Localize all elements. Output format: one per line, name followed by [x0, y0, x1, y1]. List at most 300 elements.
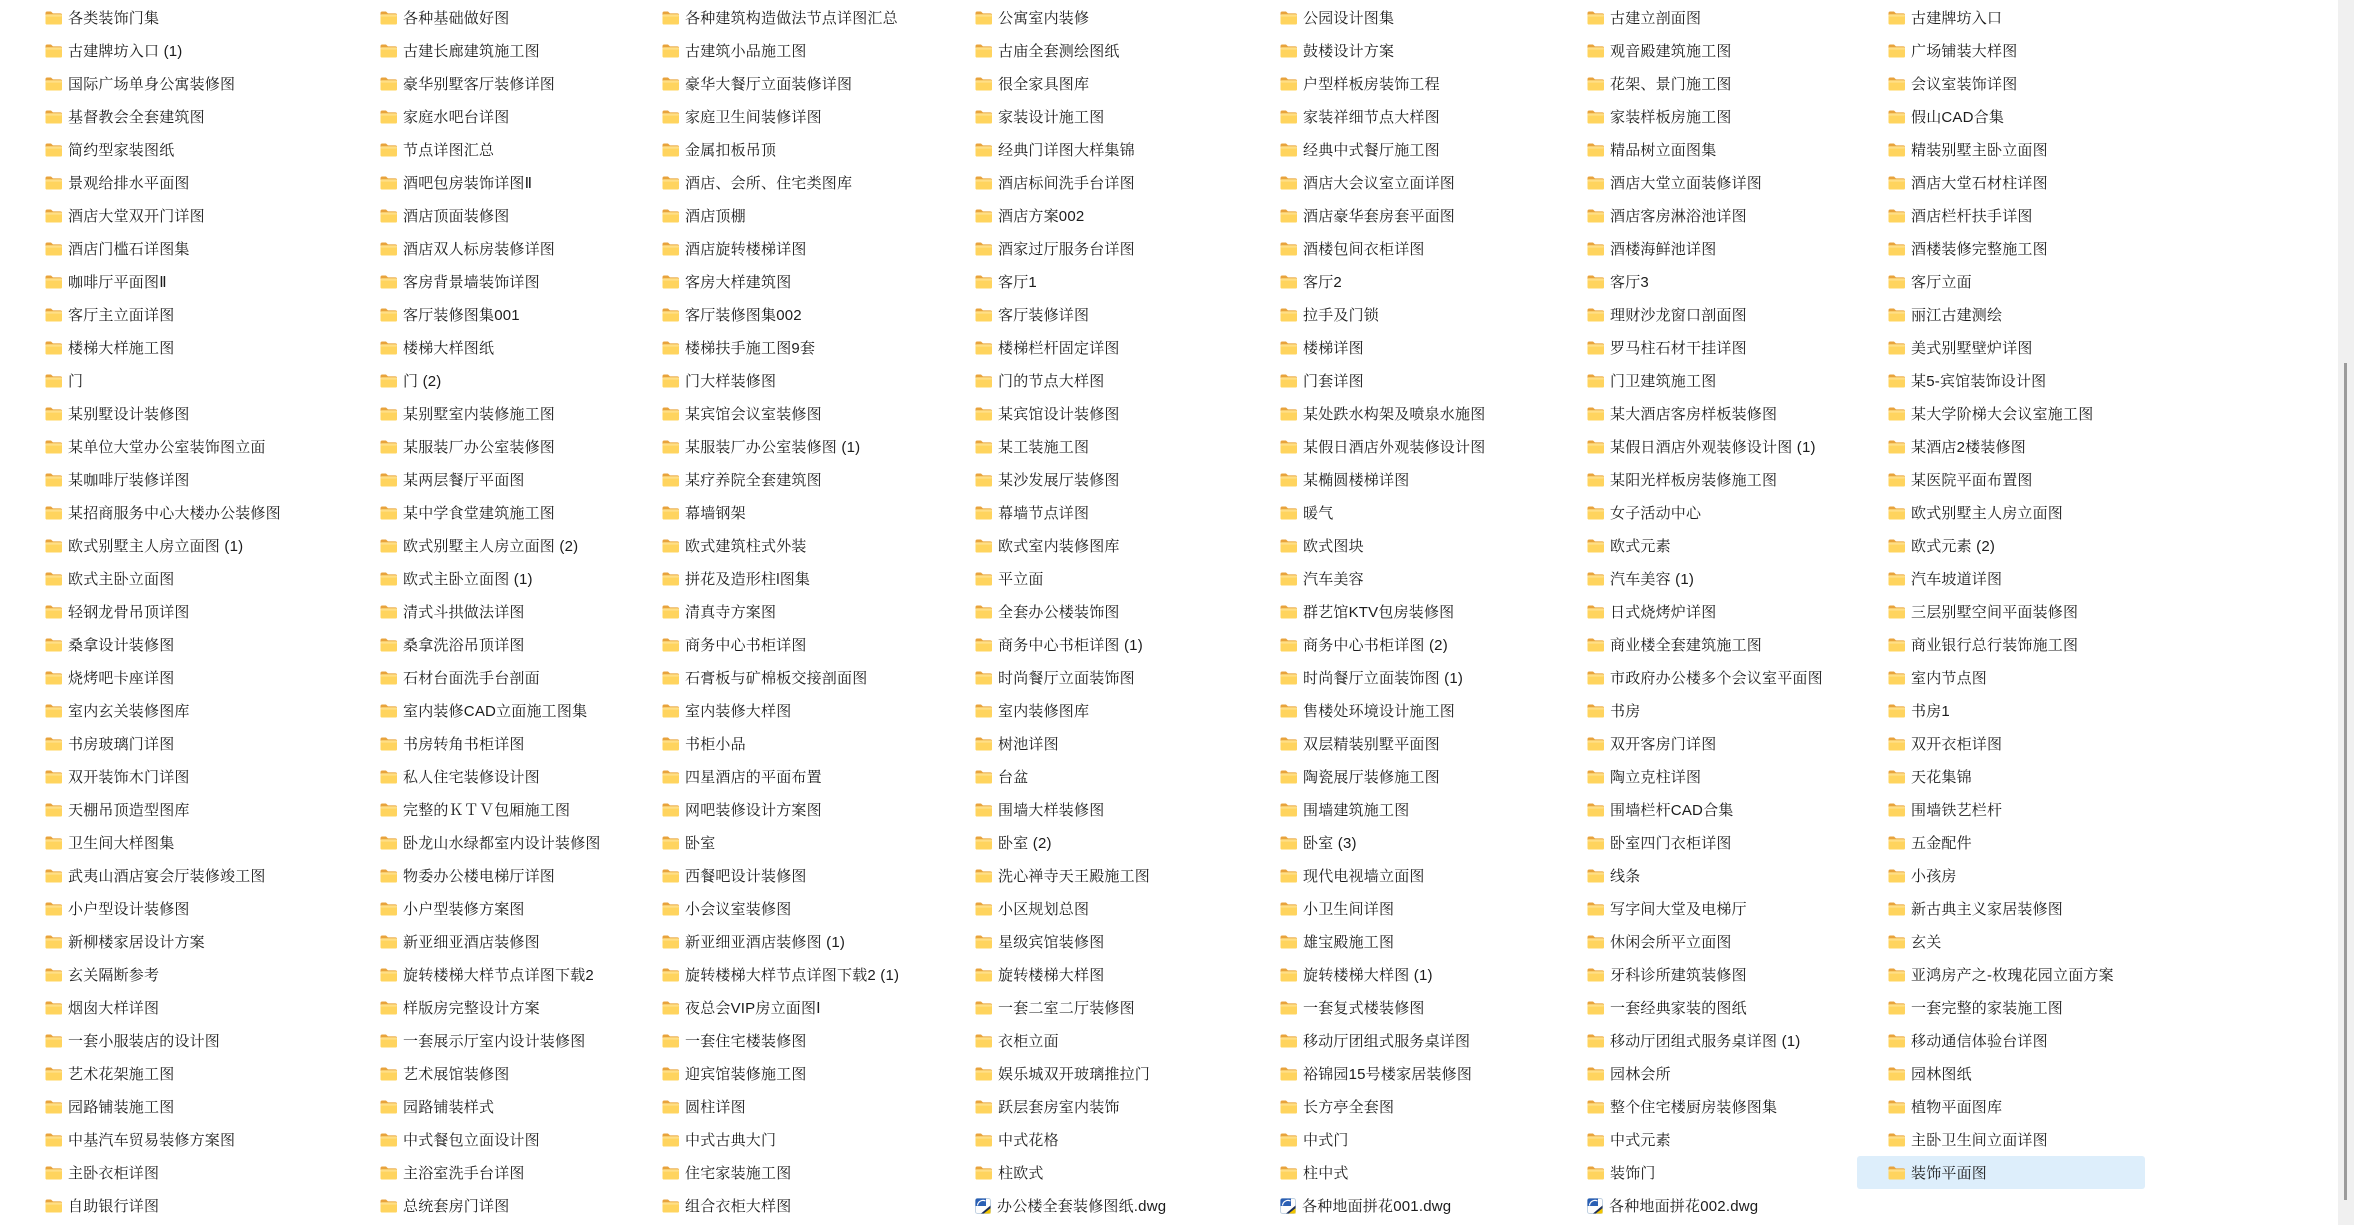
file-item-label: 广场铺装大样图 — [1911, 43, 2018, 60]
file-item[interactable] — [380, 892, 601, 925]
file-item[interactable] — [45, 199, 281, 232]
file-item[interactable] — [380, 1057, 601, 1090]
file-item[interactable] — [1280, 133, 1485, 166]
file-item[interactable] — [1587, 595, 1823, 628]
file-item[interactable] — [380, 859, 601, 892]
file-item-label: 书房1 — [1911, 703, 1950, 720]
file-item[interactable] — [1888, 859, 2145, 892]
file-item-label: 树池详图 — [998, 736, 1059, 753]
file-item[interactable] — [662, 430, 899, 463]
file-item[interactable] — [975, 958, 1166, 991]
file-item[interactable] — [1587, 1090, 1823, 1123]
file-item[interactable] — [975, 661, 1166, 694]
file-item[interactable] — [380, 496, 601, 529]
file-item[interactable] — [1587, 826, 1823, 859]
file-item[interactable] — [380, 595, 601, 628]
file-item[interactable] — [1587, 793, 1823, 826]
file-item[interactable] — [380, 1189, 601, 1222]
file-item[interactable] — [662, 991, 899, 1024]
file-item[interactable] — [1888, 100, 2145, 133]
file-item[interactable] — [1280, 925, 1485, 958]
file-item[interactable] — [975, 1024, 1166, 1057]
file-item[interactable] — [975, 1, 1166, 34]
file-item[interactable] — [45, 397, 281, 430]
file-item[interactable] — [45, 661, 281, 694]
file-item[interactable] — [380, 133, 601, 166]
file-item[interactable] — [1587, 232, 1823, 265]
file-item[interactable] — [45, 793, 281, 826]
file-item[interactable] — [1888, 529, 2145, 562]
file-item[interactable] — [975, 265, 1166, 298]
file-item[interactable] — [1888, 1123, 2145, 1156]
file-item[interactable] — [975, 331, 1166, 364]
file-item[interactable] — [380, 430, 601, 463]
file-item[interactable] — [1587, 1057, 1823, 1090]
file-item[interactable] — [975, 628, 1166, 661]
file-item[interactable] — [45, 1090, 281, 1123]
file-item[interactable] — [662, 958, 899, 991]
file-item[interactable] — [975, 100, 1166, 133]
file-item[interactable] — [662, 331, 899, 364]
file-item[interactable] — [1587, 100, 1823, 133]
file-item[interactable] — [975, 1090, 1166, 1123]
file-item[interactable] — [662, 859, 899, 892]
file-item[interactable] — [662, 661, 899, 694]
file-item[interactable] — [1888, 364, 2145, 397]
file-item[interactable] — [45, 562, 281, 595]
file-item[interactable] — [1857, 1156, 2145, 1189]
file-item[interactable] — [662, 364, 899, 397]
file-item[interactable] — [380, 298, 601, 331]
file-item[interactable] — [975, 859, 1166, 892]
file-item[interactable] — [662, 562, 899, 595]
file-item[interactable] — [1587, 1156, 1823, 1189]
file-item[interactable] — [1587, 760, 1823, 793]
folder-icon — [1888, 737, 1905, 751]
file-item[interactable] — [662, 529, 899, 562]
file-item[interactable] — [380, 958, 601, 991]
file-item[interactable] — [662, 760, 899, 793]
file-item[interactable] — [662, 265, 899, 298]
file-item[interactable] — [975, 595, 1166, 628]
file-item[interactable] — [1280, 430, 1485, 463]
file-item[interactable] — [380, 628, 601, 661]
file-item[interactable] — [380, 1024, 601, 1057]
file-item[interactable] — [975, 1189, 1166, 1222]
folder-icon — [662, 143, 679, 157]
file-item[interactable] — [1888, 463, 2145, 496]
file-item[interactable] — [1587, 562, 1823, 595]
file-item[interactable] — [662, 199, 899, 232]
file-item[interactable] — [1280, 793, 1485, 826]
file-item[interactable] — [380, 760, 601, 793]
file-item[interactable] — [380, 1123, 601, 1156]
file-item[interactable] — [662, 925, 899, 958]
file-item[interactable] — [1587, 133, 1823, 166]
file-item-label: 雄宝殿施工图 — [1303, 934, 1395, 951]
file-item[interactable] — [1280, 199, 1485, 232]
file-item[interactable] — [45, 100, 281, 133]
file-item[interactable] — [380, 34, 601, 67]
file-item[interactable] — [975, 298, 1166, 331]
file-item[interactable] — [1280, 100, 1485, 133]
file-item[interactable] — [1280, 265, 1485, 298]
file-item-label: 小会议室装修图 — [685, 901, 792, 918]
file-item[interactable] — [380, 529, 601, 562]
file-item[interactable] — [45, 430, 281, 463]
file-item[interactable] — [45, 265, 281, 298]
file-item[interactable] — [662, 496, 899, 529]
file-item[interactable] — [1888, 1057, 2145, 1090]
file-item[interactable] — [662, 232, 899, 265]
file-item[interactable] — [1280, 463, 1485, 496]
file-item[interactable] — [1280, 859, 1485, 892]
file-item[interactable] — [975, 232, 1166, 265]
file-item-label: 某中学食堂建筑施工图 — [403, 505, 556, 522]
file-item[interactable] — [1280, 496, 1485, 529]
folder-icon — [1587, 638, 1604, 652]
file-item[interactable] — [1587, 1189, 1823, 1222]
file-item[interactable] — [1587, 397, 1823, 430]
file-item[interactable] — [45, 463, 281, 496]
file-item[interactable] — [1888, 430, 2145, 463]
file-item[interactable] — [1280, 67, 1485, 100]
file-item[interactable] — [662, 397, 899, 430]
file-item[interactable] — [380, 661, 601, 694]
file-item-label: 某阳光样板房装修施工图 — [1610, 472, 1778, 489]
file-item[interactable] — [662, 34, 899, 67]
file-item[interactable] — [1280, 1123, 1485, 1156]
file-item[interactable] — [45, 1, 281, 34]
file-item[interactable] — [1587, 925, 1823, 958]
file-item[interactable] — [1280, 331, 1485, 364]
file-item[interactable] — [975, 364, 1166, 397]
folder-icon — [45, 473, 62, 487]
file-item[interactable] — [45, 1123, 281, 1156]
folder-icon — [1587, 506, 1604, 520]
file-item[interactable] — [662, 1057, 899, 1090]
file-item[interactable] — [662, 1024, 899, 1057]
file-item[interactable] — [380, 826, 601, 859]
file-item[interactable] — [662, 892, 899, 925]
file-item[interactable] — [1280, 232, 1485, 265]
file-item[interactable] — [380, 463, 601, 496]
file-item[interactable] — [1280, 826, 1485, 859]
file-item[interactable] — [1280, 1, 1485, 34]
file-item[interactable] — [1587, 34, 1823, 67]
vertical-scrollbar[interactable] — [2338, 0, 2354, 1225]
file-item[interactable] — [380, 1090, 601, 1123]
file-item[interactable] — [1888, 991, 2145, 1024]
file-item[interactable] — [975, 166, 1166, 199]
file-item[interactable] — [1587, 166, 1823, 199]
file-column-2 — [380, 1, 601, 1222]
file-item[interactable] — [975, 826, 1166, 859]
folder-icon — [1888, 374, 1905, 388]
file-item[interactable] — [1280, 1024, 1485, 1057]
file-item[interactable] — [1280, 958, 1485, 991]
file-item[interactable] — [1888, 199, 2145, 232]
file-item[interactable] — [1888, 331, 2145, 364]
file-item[interactable] — [662, 166, 899, 199]
file-item[interactable] — [975, 463, 1166, 496]
file-item[interactable] — [662, 628, 899, 661]
file-item[interactable] — [1280, 1090, 1485, 1123]
folder-icon — [662, 1100, 679, 1114]
folder-icon — [45, 1199, 62, 1213]
file-item[interactable] — [380, 232, 601, 265]
folder-icon — [662, 242, 679, 256]
file-item[interactable] — [662, 1156, 899, 1189]
file-item[interactable] — [45, 925, 281, 958]
file-item[interactable] — [380, 1156, 601, 1189]
file-item[interactable] — [975, 397, 1166, 430]
folder-icon — [45, 407, 62, 421]
file-item[interactable] — [1280, 991, 1485, 1024]
file-item[interactable] — [1280, 562, 1485, 595]
file-item[interactable] — [1587, 628, 1823, 661]
file-item[interactable] — [1888, 67, 2145, 100]
file-item[interactable] — [45, 892, 281, 925]
file-item[interactable] — [1888, 925, 2145, 958]
file-item[interactable] — [45, 34, 281, 67]
file-item[interactable] — [662, 1123, 899, 1156]
file-item[interactable] — [45, 1156, 281, 1189]
file-item[interactable] — [1888, 133, 2145, 166]
file-item[interactable] — [1280, 694, 1485, 727]
file-item[interactable] — [1587, 661, 1823, 694]
file-item[interactable] — [380, 694, 601, 727]
file-item[interactable] — [662, 727, 899, 760]
file-item[interactable] — [45, 232, 281, 265]
file-item[interactable] — [1587, 1, 1823, 34]
file-item[interactable] — [975, 430, 1166, 463]
file-item[interactable] — [975, 1123, 1166, 1156]
file-item[interactable] — [380, 331, 601, 364]
file-item[interactable] — [1888, 265, 2145, 298]
file-item[interactable] — [1280, 34, 1485, 67]
folder-icon — [380, 1067, 397, 1081]
file-item[interactable] — [975, 34, 1166, 67]
file-item-label: 主卧衣柜详图 — [68, 1165, 160, 1182]
file-item[interactable] — [662, 1, 899, 34]
file-item[interactable] — [45, 331, 281, 364]
file-item[interactable] — [380, 100, 601, 133]
file-item[interactable] — [45, 826, 281, 859]
file-item[interactable] — [1587, 463, 1823, 496]
file-item[interactable] — [45, 727, 281, 760]
file-column-3 — [662, 1, 899, 1222]
file-item[interactable] — [45, 958, 281, 991]
folder-icon — [1587, 737, 1604, 751]
file-item[interactable] — [1888, 595, 2145, 628]
file-item[interactable] — [1888, 793, 2145, 826]
file-item[interactable] — [380, 199, 601, 232]
file-item[interactable] — [45, 529, 281, 562]
file-item[interactable] — [1888, 826, 2145, 859]
folder-icon — [1888, 506, 1905, 520]
file-item[interactable] — [1888, 496, 2145, 529]
file-item[interactable] — [45, 694, 281, 727]
file-item[interactable] — [662, 133, 899, 166]
file-item[interactable] — [1280, 628, 1485, 661]
file-item[interactable] — [1280, 529, 1485, 562]
file-item-label: 跃层套房室内装饰 — [998, 1099, 1120, 1116]
file-item[interactable] — [975, 529, 1166, 562]
folder-icon — [1888, 308, 1905, 322]
file-item[interactable] — [380, 1, 601, 34]
file-item[interactable] — [975, 1057, 1166, 1090]
file-item[interactable] — [1280, 892, 1485, 925]
file-item[interactable] — [662, 463, 899, 496]
file-item[interactable] — [975, 133, 1166, 166]
file-item[interactable] — [380, 364, 601, 397]
file-item[interactable] — [1587, 694, 1823, 727]
file-item[interactable] — [1587, 859, 1823, 892]
file-item[interactable] — [975, 67, 1166, 100]
file-item[interactable] — [1587, 1024, 1823, 1057]
file-item[interactable] — [45, 133, 281, 166]
file-item[interactable] — [45, 166, 281, 199]
file-item[interactable] — [45, 1189, 281, 1222]
file-item[interactable] — [1888, 298, 2145, 331]
file-item[interactable] — [380, 562, 601, 595]
file-item[interactable] — [1280, 397, 1485, 430]
file-item[interactable] — [45, 859, 281, 892]
file-item[interactable] — [1587, 529, 1823, 562]
file-item[interactable] — [1280, 760, 1485, 793]
file-item[interactable] — [1587, 331, 1823, 364]
folder-icon — [1888, 803, 1905, 817]
file-item[interactable] — [380, 727, 601, 760]
file-item[interactable] — [1888, 694, 2145, 727]
file-item[interactable] — [45, 67, 281, 100]
file-item[interactable] — [1888, 661, 2145, 694]
file-item[interactable] — [662, 595, 899, 628]
file-item[interactable] — [662, 793, 899, 826]
file-item[interactable] — [1587, 991, 1823, 1024]
file-item[interactable] — [1888, 892, 2145, 925]
file-item[interactable] — [1280, 1057, 1485, 1090]
file-item[interactable] — [1888, 958, 2145, 991]
file-item[interactable] — [1587, 496, 1823, 529]
file-item[interactable] — [380, 397, 601, 430]
file-item[interactable] — [1888, 1024, 2145, 1057]
file-item[interactable] — [1888, 166, 2145, 199]
file-item[interactable] — [662, 1090, 899, 1123]
file-item-label: 某酒店2楼装修图 — [1911, 439, 2026, 456]
file-item-label: 酒楼包间衣柜详图 — [1303, 241, 1425, 258]
file-item[interactable] — [380, 793, 601, 826]
file-item[interactable] — [662, 826, 899, 859]
file-item-label: 书房玻璃门详图 — [68, 736, 175, 753]
file-item[interactable] — [662, 100, 899, 133]
file-item[interactable] — [975, 496, 1166, 529]
file-item[interactable] — [975, 925, 1166, 958]
file-item[interactable] — [1587, 265, 1823, 298]
file-item-label: 酒店栏杆扶手详图 — [1911, 208, 2033, 225]
file-item[interactable] — [975, 1156, 1166, 1189]
file-item[interactable] — [975, 793, 1166, 826]
file-item[interactable] — [1888, 34, 2145, 67]
file-item[interactable] — [45, 595, 281, 628]
file-item[interactable] — [1587, 199, 1823, 232]
file-item[interactable] — [1587, 1123, 1823, 1156]
file-item[interactable] — [45, 496, 281, 529]
file-item[interactable] — [1587, 430, 1823, 463]
folder-icon — [45, 506, 62, 520]
file-item[interactable] — [1587, 958, 1823, 991]
folder-icon — [1280, 11, 1297, 25]
scrollbar-thumb[interactable] — [2344, 363, 2347, 1200]
file-item[interactable] — [1280, 727, 1485, 760]
file-item[interactable] — [1587, 892, 1823, 925]
file-item[interactable] — [662, 1189, 899, 1222]
file-item[interactable] — [1280, 595, 1485, 628]
file-item[interactable] — [45, 364, 281, 397]
file-item[interactable] — [1888, 760, 2145, 793]
file-item-label: 客厅1 — [998, 274, 1037, 291]
file-item[interactable] — [975, 199, 1166, 232]
file-item[interactable] — [1280, 298, 1485, 331]
file-item[interactable] — [380, 166, 601, 199]
file-item[interactable] — [1888, 1, 2145, 34]
file-item-label: 楼梯详图 — [1303, 340, 1364, 357]
file-item[interactable] — [662, 67, 899, 100]
file-item[interactable] — [1587, 727, 1823, 760]
file-item[interactable] — [1587, 67, 1823, 100]
file-item[interactable] — [975, 727, 1166, 760]
file-item-label: 酒店旋转楼梯详图 — [685, 241, 807, 258]
file-item[interactable] — [975, 892, 1166, 925]
file-item[interactable] — [45, 760, 281, 793]
file-item[interactable] — [662, 694, 899, 727]
file-item-label: 国际广场单身公寓装修图 — [68, 76, 236, 93]
file-item[interactable] — [1280, 364, 1485, 397]
file-item[interactable] — [45, 298, 281, 331]
file-item[interactable] — [975, 562, 1166, 595]
folder-icon — [1888, 77, 1905, 91]
file-item[interactable] — [380, 67, 601, 100]
file-item[interactable] — [662, 298, 899, 331]
file-item[interactable] — [1587, 364, 1823, 397]
file-item[interactable] — [1888, 562, 2145, 595]
file-item[interactable] — [1888, 628, 2145, 661]
file-item[interactable] — [45, 628, 281, 661]
file-item[interactable] — [45, 991, 281, 1024]
file-item[interactable] — [1888, 232, 2145, 265]
file-item[interactable] — [45, 1024, 281, 1057]
file-item[interactable] — [1888, 1090, 2145, 1123]
file-item[interactable] — [380, 925, 601, 958]
file-item[interactable] — [1587, 298, 1823, 331]
file-item[interactable] — [1280, 1189, 1485, 1222]
file-item[interactable] — [45, 1057, 281, 1090]
file-item-label: 暖气 — [1303, 505, 1334, 522]
file-item[interactable] — [1888, 397, 2145, 430]
file-item[interactable] — [380, 991, 601, 1024]
file-item[interactable] — [1280, 166, 1485, 199]
file-item[interactable] — [975, 991, 1166, 1024]
file-item-label: 幕墙节点详图 — [998, 505, 1090, 522]
file-item[interactable] — [975, 694, 1166, 727]
file-item[interactable] — [1280, 1156, 1485, 1189]
file-item[interactable] — [1888, 727, 2145, 760]
file-item-label: 客厅立面 — [1911, 274, 1972, 291]
file-item[interactable] — [380, 265, 601, 298]
file-item[interactable] — [1280, 661, 1485, 694]
file-item[interactable] — [975, 760, 1166, 793]
